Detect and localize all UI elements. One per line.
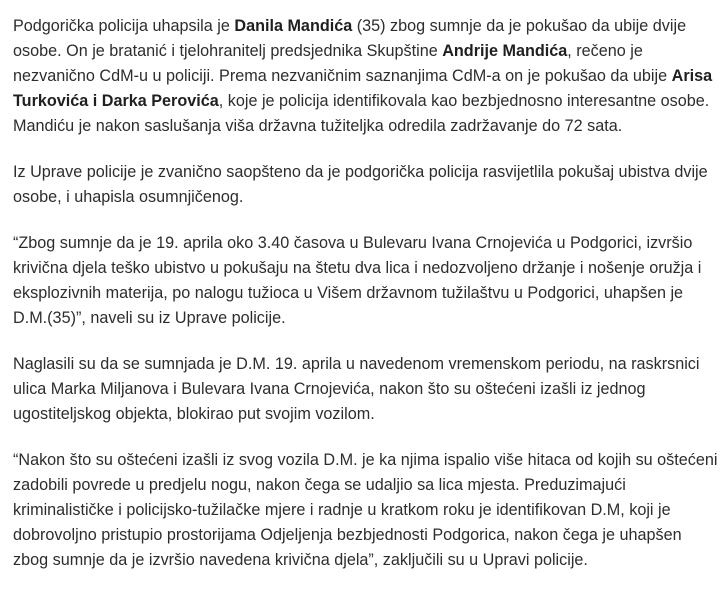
paragraph-incident-details [13,352,718,427]
text-run: (35) zbog sumnje da je pokušao da ubije dvije osobe. On je bratanić i tjelohranitelj predsjednika Skupštine [13,17,687,60]
person-name-danilo-mandic: Danila Mandića [234,17,353,35]
person-name-andrija-mandic: Andrije Mandića [442,42,568,60]
text-run: , rečeno je nezvanično CdM-u u policiji. Prema nezvaničnim saznanjima CdM-a on je pokušao da ubije [13,42,672,85]
paragraph-police-quote-1 [13,231,718,331]
article-body [0,14,726,573]
text-run: “Nakon što su oštećeni izašli iz svog vozila D.M. je ka njima ispalio više hitaca od kojih su oštećeni zadobili povrede u predjelu nogu, nakon čega se udaljio sa lica mjesta. Preduzimajući kriminalističke i policijsko-tužilačke mjere i radnje u kratkom roku je identifikovan D.M, koji je dobrovoljno pristupio prostorijama Odjeljenja bezbjednosti Podgorica, nakon čega je uhapšen zbog sumnje da je izvršio navedena krivična djela”, zaključili su u Upravi policije. [13,451,718,569]
paragraph-arrest-intro [13,14,718,139]
paragraph-police-quote-2 [13,448,718,573]
person-names-victims: Arisa Turkovića i Darka Perovića [13,67,713,110]
text-run: Naglasili su da se sumnjada je D.M. 19. aprila u navedenom vremenskom periodu, na raskrsnici ulica Marka Miljanova i Bulevara Ivana Crnojevića, nakon što su oštećeni izašli iz jednog ugostiteljskog objekta, blokirao put svojim vozilom. [13,355,700,423]
text-run: , koje je policija identifikovala kao bezbjednosno interesantne osobe. Mandiću je nakon saslušanja viša državna tužiteljka odredila zadržavanje do 72 sata. [13,92,710,135]
text-run: “Zbog sumnje da je 19. aprila oko 3.40 časova u Bulevaru Ivana Crnojevića u Podgorici, izvršio krivična djela teško ubistvo u pokušaju na štetu dva lica i nedozvoljeno držanje i nošenje oružja i eksplozivnih materija, po nalogu tužioca u Višem državnom tužilaštvu u Podgorici, uhapšen je D.M.(35)”, naveli su iz Uprave policije. [13,234,702,327]
paragraph-police-statement [13,160,718,210]
text-run: Iz Uprave policije je zvanično saopšteno da je podgorička policija rasvijetlila pokušaj ubistva dvije osobe, i uhapisla osumnjičenog. [13,163,708,206]
text-run: Podgorička policija uhapsila je [13,17,235,35]
